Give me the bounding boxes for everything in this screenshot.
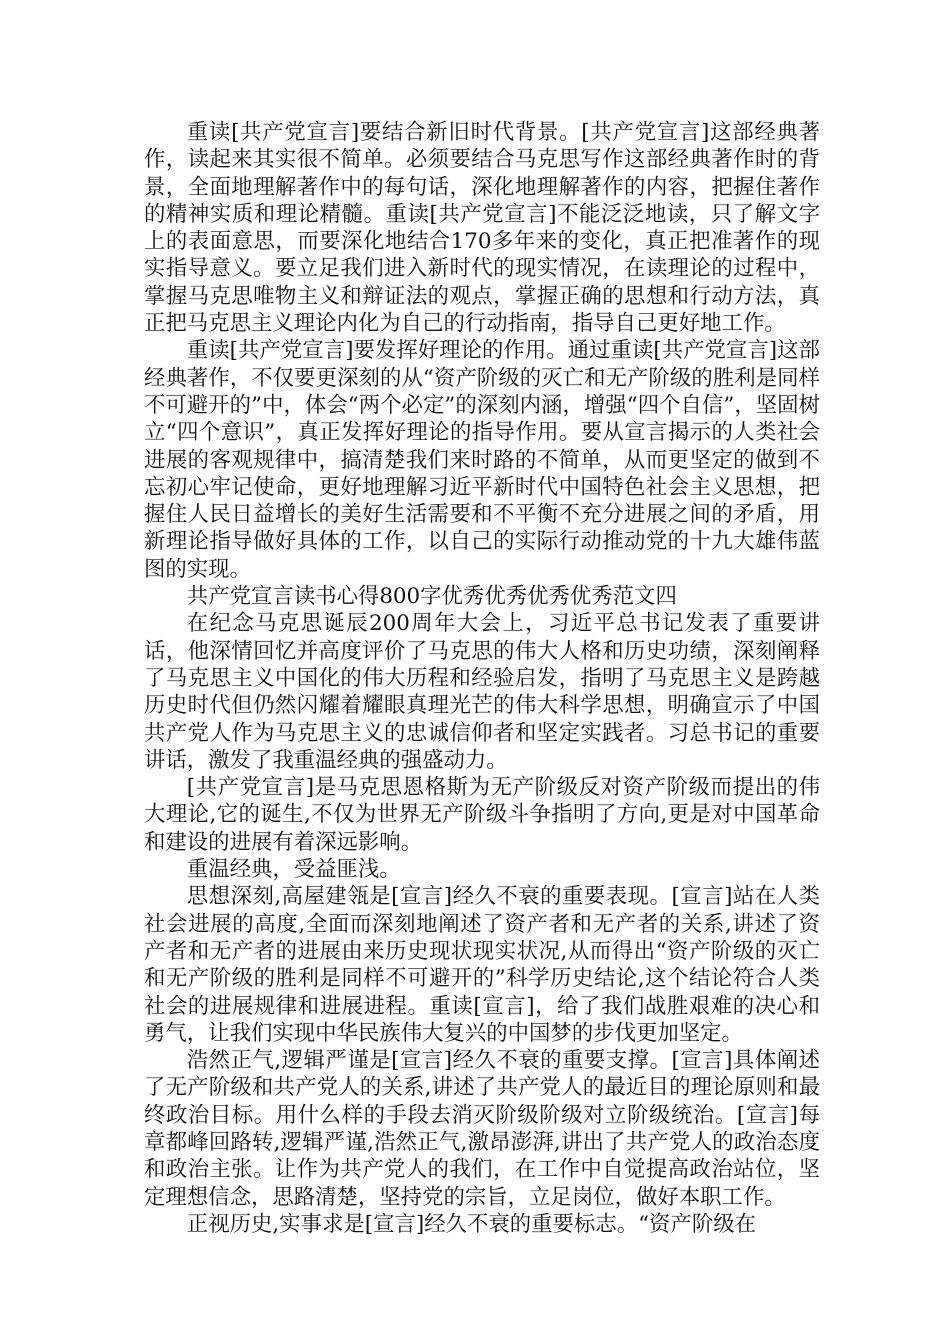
paragraph-4: [共产党宣言]是马克思恩格斯为无产阶级反对资产阶级而提出的伟大理论,它的诞生,不仅为世界无产阶级斗争指明了方向,更是对中国革命和建设的进展有着深远影响。 xyxy=(144,775,820,855)
paragraph-6: 思想深刻,高屋建瓴是[宣言]经久不衰的重要表现。[宣言]站在人类社会进展的高度,全面而深刻地阐述了资产者和无产者的关系,讲述了资产者和无产者的进展由来历史现状现实状况,从而得出“资产阶级的灭亡和无产阶级的胜利是同样不可避开的”科学历史结论,这个结论符合人类社会的进展规律和进展进程。重读[宣言]，给了我们战胜艰难的决心和勇气，让我们实现中华民族伟大复兴的中国梦的步伐更加坚定。 xyxy=(144,884,820,1046)
paragraph-2: 重读[共产党宣言]要发挥好理论的作用。通过重读[共产党宣言]这部经典著作，不仅要更深刻的从“资产阶级的灭亡和无产阶级的胜利是同样不可避开的”中，体会“两个必定”的深刻内涵，增强“四个自信”，坚固树立“四个意识”，真正发挥好理论的指导作用。要从宣言揭示的人类社会进展的客观规律中，搞清楚我们来时路的不简单，从而更坚定的做到不忘初心牢记使命，更好地理解习近平新时代中国特色社会主义思想，把握住人民日益增长的美好生活需要和不平衡不充分进展之间的矛盾，用新理论指导做好具体的工作，以自己的实际行动推动党的十九大雄伟蓝图的实现。 xyxy=(144,338,820,582)
paragraph-3: 在纪念马克思诞辰200周年大会上，习近平总书记发表了重要讲话，他深情回忆并高度评价了马克思的伟大人格和历史功绩，深刻阐释了马克思主义中国化的伟大历程和经验启发，指明了马克思主义是跨越历史时代但仍然闪耀着耀眼真理光芒的伟大科学思想，明确宣示了中国共产党人作为马克思主义的忠诚信仰者和坚定实践者。习总书记的重要讲话，激发了我重温经典的强盛动力。 xyxy=(144,611,820,773)
paragraph-1: 重读[共产党宣言]要结合新旧时代背景。[共产党宣言]这部经典著作，读起来其实很不简单。必须要结合马克思写作这部经典著作时的背景，全面地理解著作中的每句话，深化地理解著作的内容，把握住著作的精神实质和理论精髓。重读[共产党宣言]不能泛泛地读，只了解文字上的表面意思，而要深化地结合170多年来的变化，真正把准著作的现实指导意义。要立足我们进入新时代的现实情况，在读理论的过程中，掌握马克思唯物主义和辩证法的观点，掌握正确的思想和行动方法，真正把马克思主义理论内化为自己的行动指南，指导自己更好地工作。 xyxy=(144,120,820,337)
paragraph-5: 重温经典，受益匪浅。 xyxy=(186,857,401,883)
paragraph-7: 浩然正气,逻辑严谨是[宣言]经久不衰的重要支撑。[宣言]具体阐述了无产阶级和共产党人的关系,讲述了共产党人的最近目的理论原则和最终政治目标。用什么样的手段去消灭阶级阶级对立阶级统治。[宣言]每章都峰回路转,逻辑严谨,浩然正气,激昂澎湃,讲出了共产党人的政治态度和政治主张。让作为共产党人的我们，在工作中自觉提高政治站位，坚定理想信念，思路清楚，坚持党的宗旨，立足岗位，做好本职工作。 xyxy=(144,1048,820,1210)
paragraph-8: 正视历史,实事求是[宣言]经久不衰的重要标志。“资产阶级在 xyxy=(186,1211,756,1237)
section-heading: 共产党宣言读书心得800字优秀优秀优秀优秀范文四 xyxy=(186,584,677,610)
document-body xyxy=(144,119,820,1238)
